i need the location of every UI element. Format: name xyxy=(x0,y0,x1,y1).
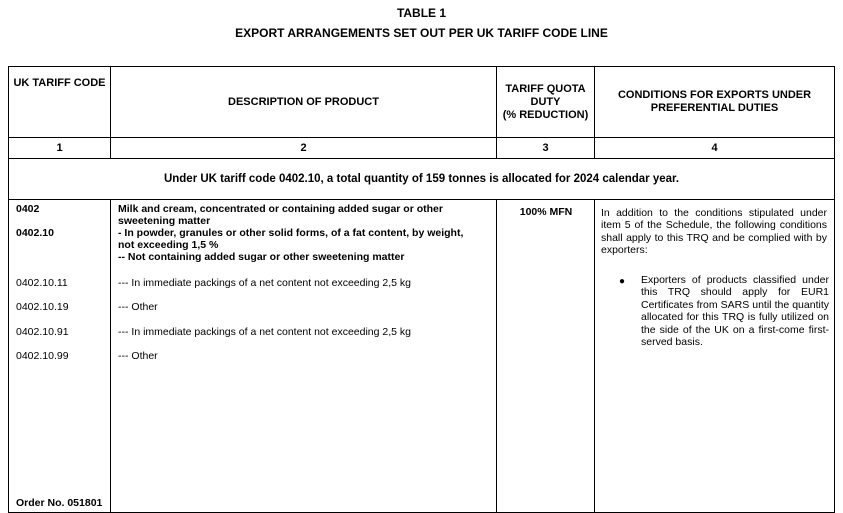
description-line: --- In immediate packings of a net content not exceeding 2,5 kg xyxy=(118,326,412,338)
conditions-bullet-text: Exporters of products classified under this TRQ should apply for EUR1 Certificates from SARS until the quantity allocated for this TRQ is fully utilized on the side of the UK on a first-come first-served basis. xyxy=(641,274,829,349)
header-conditions xyxy=(595,67,835,138)
bullet-icon: ● xyxy=(619,276,626,287)
column-number-4: 4 xyxy=(595,138,835,159)
column-number-2: 2 xyxy=(111,138,497,159)
header-tariff-quota-line3: (% REDUCTION) xyxy=(502,108,589,121)
code-subheading: 0402.10 xyxy=(16,227,54,239)
description-sub1-line2: not exceeding 1,5 % xyxy=(118,239,219,251)
quota-duty-cell xyxy=(497,200,595,513)
header-conditions-line1: CONDITIONS FOR EXPORTS UNDER xyxy=(617,89,812,101)
tariff-codes-cell xyxy=(9,200,111,513)
header-row xyxy=(9,67,835,138)
tariff-line-row xyxy=(9,200,835,513)
export-arrangements-table xyxy=(8,66,835,513)
header-tariff-quota-line1: TARIFF QUOTA xyxy=(505,82,586,95)
quota-duty-value: 100% MFN xyxy=(519,206,573,218)
description-line: --- In immediate packings of a net content not exceeding 2,5 kg xyxy=(118,277,412,289)
header-conditions-line2: PREFERENTIAL DUTIES xyxy=(650,102,779,114)
table-subtitle: EXPORT ARRANGEMENTS SET OUT PER UK TARIFF CODE LINE xyxy=(235,26,608,40)
allocation-text: Under UK tariff code 0402.10, a total quantity of 159 tonnes is allocated for 2024 calendar year. xyxy=(9,159,835,200)
order-number: Order No. 051801 xyxy=(16,497,103,509)
description-heading-line1: Milk and cream, concentrated or containing added sugar or other xyxy=(118,203,443,215)
header-tariff-quota-line2: DUTY xyxy=(530,95,561,108)
allocation-row xyxy=(9,159,835,200)
code-line: 0402.10.19 xyxy=(16,301,69,313)
description-line: --- Other xyxy=(118,350,158,362)
header-description: DESCRIPTION OF PRODUCT xyxy=(111,67,497,138)
description-sub2: -- Not containing added sugar or other sweetening matter xyxy=(118,251,405,263)
header-tariff-quota xyxy=(497,67,595,138)
column-number-3: 3 xyxy=(497,138,595,159)
code-line: 0402.10.99 xyxy=(16,350,69,362)
description-line: --- Other xyxy=(118,301,158,313)
column-number-1: 1 xyxy=(9,138,111,159)
description-heading-line2: sweetening matter xyxy=(118,215,211,227)
conditions-intro: In addition to the conditions stipulated under item 5 of the Schedule, the following conditions shall apply to this TRQ and be complied with by exporters: xyxy=(601,207,827,257)
code-heading: 0402 xyxy=(16,203,40,215)
conditions-cell xyxy=(595,200,835,513)
code-line: 0402.10.11 xyxy=(16,277,68,289)
description-sub1-line1: - In powder, granules or other solid forms, of a fat content, by weight, xyxy=(118,227,464,239)
header-uk-tariff-code: UK TARIFF CODE xyxy=(9,67,111,138)
column-number-row xyxy=(9,138,835,159)
description-cell xyxy=(111,200,497,513)
table-title: TABLE 1 xyxy=(396,6,447,20)
code-line: 0402.10.91 xyxy=(16,326,69,338)
